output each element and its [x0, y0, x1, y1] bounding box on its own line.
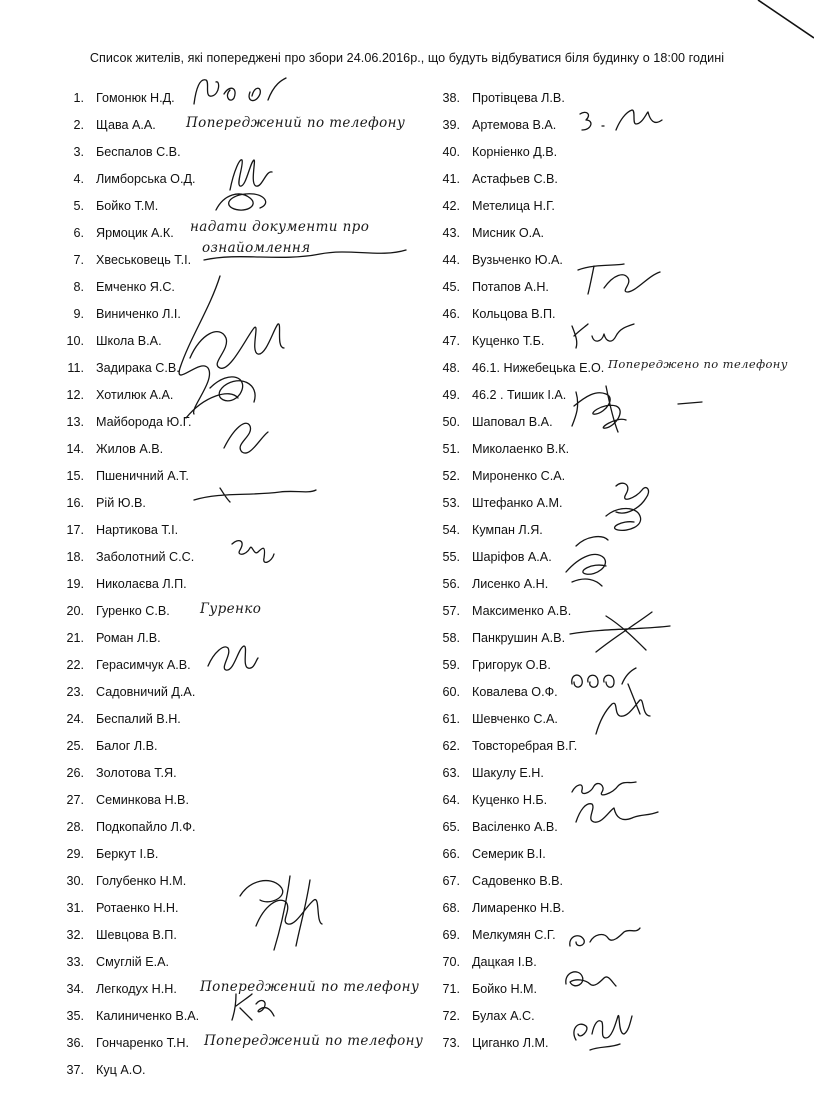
list-item: [62, 953, 199, 980]
row-number: 22.: [66, 658, 84, 672]
resident-name: Лимаренко Н.В.: [472, 901, 565, 915]
list-item: [62, 1061, 199, 1088]
resident-name: Роман Л.В.: [96, 631, 161, 645]
resident-name: Циганко Л.М.: [472, 1036, 549, 1050]
signature-47: [568, 318, 638, 352]
row-number: 48.: [442, 361, 460, 375]
list-item: [62, 872, 199, 899]
resident-name: 46.1. Нижебецька Е.О.: [472, 361, 605, 375]
list-item: [62, 926, 199, 953]
resident-name: Щава А.А.: [96, 118, 156, 132]
list-item: [62, 764, 199, 791]
row-number: 25.: [66, 739, 84, 753]
resident-name: Куценко Н.Б.: [472, 793, 548, 807]
resident-name: Дацкая І.В.: [472, 955, 537, 969]
row-number: 17.: [66, 523, 84, 537]
row-number: 53.: [442, 496, 460, 510]
row-number: 60.: [442, 685, 460, 699]
row-number: 47.: [442, 334, 460, 348]
resident-name: Гуренко С.В.: [96, 604, 170, 618]
row-number: 63.: [442, 766, 460, 780]
list-item: [62, 548, 199, 575]
row-number: 49.: [442, 388, 460, 402]
resident-name: Кумпан Л.Я.: [472, 523, 543, 537]
resident-name: Емченко Я.С.: [96, 280, 175, 294]
resident-name: Шаріфов А.А.: [472, 550, 552, 564]
row-number: 70.: [442, 955, 460, 969]
resident-name: Герасимчук А.В.: [96, 658, 191, 672]
page-corner-fold: [744, 0, 814, 40]
handwritten-note: надати документи про: [190, 219, 370, 235]
row-number: 15.: [66, 469, 84, 483]
row-number: 52.: [442, 469, 460, 483]
list-item: [62, 737, 199, 764]
row-number: 55.: [442, 550, 460, 564]
resident-name: Хотилюк А.А.: [96, 388, 174, 402]
resident-name: Садовенко В.В.: [472, 874, 564, 888]
list-item: [62, 656, 199, 683]
list-item: [62, 575, 199, 602]
resident-name: Ярмоцик А.К.: [96, 226, 174, 240]
list-item: [62, 467, 199, 494]
list-item: [62, 791, 199, 818]
row-number: 7.: [73, 253, 84, 267]
row-number: 27.: [66, 793, 84, 807]
resident-name: Протівцева Л.В.: [472, 91, 565, 105]
resident-name: Шевченко С.А.: [472, 712, 558, 726]
row-number: 67.: [442, 874, 460, 888]
resident-name: Мисник О.А.: [472, 226, 545, 240]
list-item: [438, 224, 604, 251]
resident-name: Артемова В.А.: [472, 118, 557, 132]
handwritten-note: Попереджено по телефону: [608, 357, 788, 371]
signature-18: [228, 534, 278, 568]
signature-35: [228, 990, 278, 1024]
row-number: 28.: [66, 820, 84, 834]
row-number: 58.: [442, 631, 460, 645]
resident-name: Гомонюк Н.Д.: [96, 91, 175, 105]
resident-name: Беспалов С.В.: [96, 145, 181, 159]
row-number: 62.: [442, 739, 460, 753]
row-number: 10.: [66, 334, 84, 348]
row-number: 71.: [442, 982, 460, 996]
handwritten-note: Гуренко: [200, 601, 262, 617]
signature-large-8-15: [150, 268, 300, 468]
resident-name: Мелкумян С.Г.: [472, 928, 556, 942]
resident-name: Мироненко С.А.: [472, 469, 566, 483]
list-item: [62, 683, 199, 710]
row-number: 45.: [442, 280, 460, 294]
row-number: 36.: [66, 1036, 84, 1050]
resident-name: Золотова Т.Я.: [96, 766, 177, 780]
row-number: 39.: [442, 118, 460, 132]
list-item: [62, 710, 199, 737]
row-number: 40.: [442, 145, 460, 159]
list-item: [438, 737, 604, 764]
signature-16: [190, 484, 320, 506]
row-number: 23.: [66, 685, 84, 699]
resident-name: Панкрушин А.В.: [472, 631, 566, 645]
list-item: [62, 899, 199, 926]
row-number: 12.: [66, 388, 84, 402]
list-item: [438, 143, 604, 170]
resident-name: Бойко Т.М.: [96, 199, 159, 213]
resident-name: Куценко Т.Б.: [472, 334, 545, 348]
signature-60-61: [566, 664, 656, 738]
signature-64-65: [566, 774, 666, 834]
row-number: 5.: [73, 199, 84, 213]
resident-name: Ротаенко Н.Н.: [96, 901, 179, 915]
signature-22: [204, 640, 260, 674]
row-number: 1.: [73, 91, 84, 105]
resident-name: Лимборська О.Д.: [96, 172, 196, 186]
resident-name: Потапов А.Н.: [472, 280, 549, 294]
resident-name: Кольцова В.П.: [472, 307, 556, 321]
resident-name: Штефанко А.М.: [472, 496, 563, 510]
list-item: [62, 818, 199, 845]
resident-name: Астафьев С.В.: [472, 172, 558, 186]
resident-name: Шакулу Е.Н.: [472, 766, 544, 780]
row-number: 38.: [442, 91, 460, 105]
resident-name: Виниченко Л.І.: [96, 307, 181, 321]
resident-name: Калиниченко В.А.: [96, 1009, 200, 1023]
resident-name: Ковалева О.Ф.: [472, 685, 558, 699]
list-item: [62, 197, 199, 224]
list-item: [62, 521, 199, 548]
resident-name: Товсторебрая В.Г.: [472, 739, 578, 753]
handwritten-note: Попереджений по телефону: [186, 115, 406, 131]
resident-name: Подкопайло Л.Ф.: [96, 820, 196, 834]
resident-name: Школа В.А.: [96, 334, 162, 348]
resident-name: Голубенко Н.М.: [96, 874, 187, 888]
row-number: 29.: [66, 847, 84, 861]
signature-7: [200, 238, 410, 268]
row-number: 41.: [442, 172, 460, 186]
signature-58: [566, 606, 676, 656]
resident-name: Жилов А.В.: [96, 442, 164, 456]
row-number: 9.: [73, 307, 84, 321]
row-number: 46.: [442, 307, 460, 321]
handwritten-note: ознайомлення: [202, 240, 311, 256]
signature-45: [574, 258, 664, 298]
list-item: [62, 1033, 424, 1061]
resident-name: Гончаренко Т.Н.: [96, 1036, 190, 1050]
row-number: 61.: [442, 712, 460, 726]
signature-4: [210, 150, 280, 220]
resident-name: Садовничий Д.А.: [96, 685, 196, 699]
row-number: 68.: [442, 901, 460, 915]
row-number: 72.: [442, 1009, 460, 1023]
resident-name: Балог Л.В.: [96, 739, 158, 753]
list-item: [438, 170, 604, 197]
row-number: 11.: [67, 361, 84, 375]
signature-71: [560, 964, 620, 994]
resident-name: Задирака С.В.: [96, 361, 180, 375]
list-item: [438, 440, 604, 467]
row-number: 73.: [442, 1036, 460, 1050]
row-number: 8.: [73, 280, 84, 294]
resident-name: Шаповал В.А.: [472, 415, 553, 429]
row-number: 65.: [442, 820, 460, 834]
resident-name: Пшеничний А.Т.: [96, 469, 189, 483]
row-number: 64.: [442, 793, 460, 807]
list-item: [62, 494, 199, 521]
row-number: 44.: [442, 253, 460, 267]
resident-name: Беркут І.В.: [96, 847, 159, 861]
resident-name: Максименко А.В.: [472, 604, 572, 618]
resident-name: Семинкова Н.В.: [96, 793, 189, 807]
list-item: [438, 845, 604, 872]
row-number: 20.: [66, 604, 84, 618]
row-number: 43.: [442, 226, 460, 240]
list-item: [438, 899, 604, 926]
handwritten-note: Попереджений по телефону: [204, 1033, 424, 1049]
resident-name: Шевцова В.П.: [96, 928, 177, 942]
list-item: [62, 1007, 199, 1034]
resident-name: Булах А.С.: [472, 1009, 535, 1023]
row-number: 16.: [66, 496, 84, 510]
document-title: Список жителів, які попереджені про збори 24.06.2016р., що будуть відбуватися біля будинку о 18:00 годині: [89, 51, 725, 65]
list-item: [62, 115, 406, 143]
resident-name: Беспалий В.Н.: [96, 712, 181, 726]
row-number: 37.: [66, 1063, 84, 1077]
resident-name: Легкодух Н.Н.: [96, 982, 177, 996]
signature-53-56: [556, 476, 666, 596]
row-number: 6.: [73, 226, 84, 240]
row-number: 57.: [442, 604, 460, 618]
list-item: [62, 143, 199, 170]
row-number: 13.: [66, 415, 84, 429]
resident-name: Николаєва Л.П.: [96, 577, 187, 591]
resident-name: Рій Ю.В.: [96, 496, 146, 510]
resident-name: Метелица Н.Г.: [472, 199, 555, 213]
row-number: 51.: [442, 442, 460, 456]
list-item: [62, 601, 262, 629]
row-number: 34.: [66, 982, 84, 996]
list-item: [62, 89, 199, 116]
row-number: 59.: [442, 658, 460, 672]
resident-name: Лисенко А.Н.: [472, 577, 549, 591]
row-number: 50.: [442, 415, 460, 429]
list-item: [62, 845, 199, 872]
resident-name: Нартикова Т.І.: [96, 523, 179, 537]
row-number: 54.: [442, 523, 460, 537]
row-number: 32.: [66, 928, 84, 942]
signature-70: [564, 924, 644, 954]
row-number: 2.: [73, 118, 84, 132]
signature-30-32: [230, 866, 340, 956]
signature-1: [190, 74, 290, 108]
resident-name: Куц А.О.: [96, 1063, 146, 1077]
row-number: 4.: [73, 172, 84, 186]
row-number: 21.: [66, 631, 84, 645]
row-number: 31.: [66, 901, 84, 915]
resident-name: Вузьченко Ю.А.: [472, 253, 563, 267]
resident-name: Смуглій Е.А.: [96, 955, 169, 969]
row-number: 69.: [442, 928, 460, 942]
list-item: [438, 872, 604, 899]
resident-name: Хвеськовець Т.І.: [96, 253, 192, 267]
residents-list-left: [62, 89, 424, 1088]
resident-name: Майборода Ю.Г.: [96, 415, 192, 429]
signature-73: [566, 1004, 636, 1056]
row-number: 42.: [442, 199, 460, 213]
resident-name: Семерик В.І.: [472, 847, 546, 861]
list-item: [62, 979, 420, 1007]
list-item: [62, 170, 199, 197]
list-item: [62, 629, 199, 656]
row-number: 26.: [66, 766, 84, 780]
resident-name: Григорук О.В.: [472, 658, 551, 672]
row-number: 3.: [73, 145, 84, 159]
resident-name: Корніенко Д.В.: [472, 145, 558, 159]
row-number: 14.: [66, 442, 84, 456]
signature-49-50: [566, 376, 706, 436]
row-number: 66.: [442, 847, 460, 861]
handwritten-note: Попереджений по телефону: [200, 979, 420, 995]
resident-name: Васіленко А.В.: [472, 820, 558, 834]
resident-name: Бойко Н.М.: [472, 982, 538, 996]
resident-name: Миколаенко В.К.: [472, 442, 570, 456]
signature-39: [576, 106, 666, 136]
list-item: [438, 197, 604, 224]
row-number: 30.: [66, 874, 84, 888]
row-number: 33.: [66, 955, 84, 969]
row-number: 18.: [66, 550, 84, 564]
row-number: 56.: [442, 577, 460, 591]
row-number: 19.: [66, 577, 84, 591]
row-number: 24.: [66, 712, 84, 726]
resident-name: Заболотний С.С.: [96, 550, 195, 564]
row-number: 35.: [66, 1009, 84, 1023]
resident-name: 46.2 . Тишик І.А.: [472, 388, 567, 402]
